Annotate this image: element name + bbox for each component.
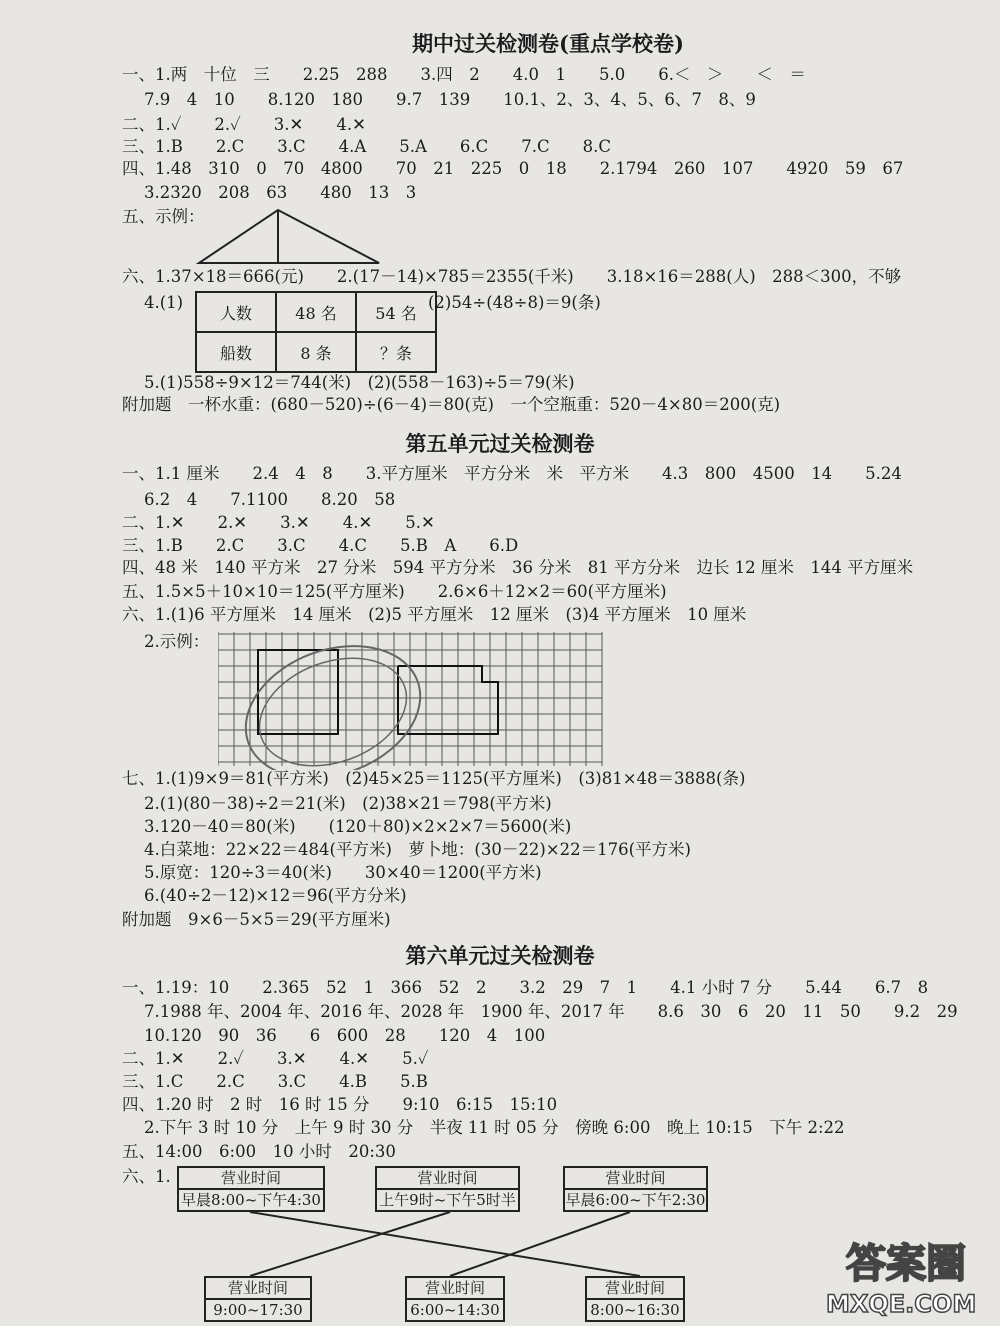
unit5-line-15: 附加题 9×6－5×5＝29(平方厘米) <box>122 910 391 929</box>
midterm-line-2: 7.9 4 10 8.120 180 9.7 139 10.1、2、3、4、5、6、7 8、9 <box>144 90 756 109</box>
box-head: 营业时间 <box>587 1278 683 1300</box>
midterm-line-3: 二、1.✓ 2.✓ 3.✕ 4.✕ <box>122 115 366 134</box>
unit5-line-1: 一、1.1 厘米 2.4 4 8 3.平方厘米 平方分米 米 平方米 4.3 800 4500 14 5.24 <box>122 464 902 483</box>
box-body: 早晨8:00~下午4:30 <box>181 1191 321 1209</box>
table-cell: 8 条 <box>276 332 356 372</box>
box-body: 6:00~14:30 <box>410 1301 500 1319</box>
unit5-line-4: 三、1.B 2.C 3.C 4.C 5.B A 6.D <box>122 536 519 555</box>
table-cell: 船数 <box>196 332 276 372</box>
match-box-top-1[interactable] <box>177 1166 325 1212</box>
match-box-bottom-2[interactable] <box>405 1276 505 1322</box>
box-head: 营业时间 <box>407 1278 503 1300</box>
unit6-line-8: 五、14:00 6:00 10 小时 20:30 <box>122 1142 396 1161</box>
unit5-title: 第五单元过关检测卷 <box>405 431 595 456</box>
unit5-line-2: 6.2 4 7.1100 8.20 58 <box>144 490 396 509</box>
match-box-bottom-1[interactable] <box>204 1276 312 1322</box>
box-head: 营业时间 <box>179 1168 323 1190</box>
unit6-line-9: 六、1. <box>122 1167 171 1186</box>
box-body: 早晨6:00~下午2:30 <box>565 1191 706 1209</box>
midterm-line-11: 5.(1)558÷9×12＝744(米) (2)(558－163)÷5＝79(米) <box>144 373 575 392</box>
unit5-line-7: 六、1.(1)6 平方厘米 14 厘米 (2)5 平方厘米 12 厘米 (3)4 平方厘米 10 厘米 <box>122 605 747 624</box>
unit5-line-11: 3.120－40＝80(米) (120＋80)×2×2×7＝5600(米) <box>144 817 572 836</box>
midterm-title: 期中过关检测卷(重点学校卷) <box>412 31 684 56</box>
box-body: 8:00~16:30 <box>590 1301 680 1319</box>
unit5-line-8: 2.示例： <box>144 632 210 651</box>
table-cell: ？条 <box>356 332 436 372</box>
midterm-line-8: 六、1.37×18＝666(元) 2.(17－14)×785＝2355(千米) 3.18×16＝288(人) 288＜300，不够 <box>122 267 902 286</box>
midterm-line-4: 三、1.B 2.C 3.C 4.A 5.A 6.C 7.C 8.C <box>122 137 612 156</box>
unit5-line-12: 4.白菜地：22×22＝484(平方米) 萝卜地：(30－22)×22＝176(平方米) <box>144 840 691 859</box>
match-box-top-2[interactable] <box>375 1166 520 1212</box>
unit6-line-5: 三、1.C 2.C 3.C 4.B 5.B <box>122 1072 428 1091</box>
watermark-site: MXQE.COM <box>826 1290 977 1318</box>
box-body: 9:00~17:30 <box>213 1301 303 1319</box>
box-head: 营业时间 <box>377 1168 518 1190</box>
midterm-line-6: 3.2320 208 63 480 13 3 <box>144 183 417 202</box>
unit6-title: 第六单元过关检测卷 <box>405 943 595 968</box>
unit5-line-13: 5.原宽：120÷3＝40(米) 30×40＝1200(平方米) <box>144 863 542 882</box>
unit5-line-6: 五、1.5×5＋10×10＝125(平方厘米) 2.6×6＋12×2＝60(平方厘米) <box>122 582 667 601</box>
table-cell: 54 名 <box>356 292 436 332</box>
table-cell: 人数 <box>196 292 276 332</box>
unit5-line-5: 四、48 米 140 平方米 27 分米 594 平方分米 36 分米 81 平方分米 边长 12 厘米 144 平方厘米 <box>122 558 914 577</box>
unit5-line-10: 2.(1)(80－38)÷2＝21(米) (2)38×21＝798(平方米) <box>144 794 552 813</box>
midterm-line-10: (2)54÷(48÷8)＝9(条) <box>428 293 601 312</box>
box-head: 营业时间 <box>565 1168 706 1190</box>
unit6-line-3: 10.120 90 36 6 600 28 120 4 100 <box>144 1026 546 1045</box>
watermark-brand: 答案圈 <box>846 1241 966 1287</box>
midterm-line-1: 一、1.两 十位 三 2.25 288 3.四 2 4.0 1 5.0 6.＜ ＞ ＜ ＝ <box>122 65 806 84</box>
midterm-line-7: 五、示例： <box>122 207 205 226</box>
table-cell: 48 名 <box>276 292 356 332</box>
midterm-line-9: 4.(1) <box>144 293 184 312</box>
unit6-line-1: 一、1.19：10 2.365 52 1 366 52 2 3.2 29 7 1 4.1 小时 7 分 5.44 6.7 8 <box>122 978 929 997</box>
unit5-line-3: 二、1.✕ 2.✕ 3.✕ 4.✕ 5.✕ <box>122 513 435 532</box>
unit6-line-7: 2.下午 3 时 10 分 上午 9 时 30 分 半夜 11 时 05 分 傍晚 6:00 晚上 10:15 下午 2:22 <box>144 1118 845 1137</box>
box-head: 营业时间 <box>206 1278 310 1300</box>
midterm-line-5: 四、1.48 310 0 70 4800 70 21 225 0 18 2.1794 260 107 4920 59 67 <box>122 159 904 178</box>
match-box-bottom-3[interactable] <box>585 1276 685 1322</box>
unit5-line-9: 七、1.(1)9×9＝81(平方米) (2)45×25＝1125(平方厘米) (3)81×48＝3888(条) <box>122 769 746 788</box>
midterm-line-12: 附加题 一杯水重：(680－520)÷(6－4)＝80(克) 一个空瓶重：520－4×80＝200(克) <box>122 395 781 414</box>
match-box-top-3[interactable] <box>563 1166 708 1212</box>
unit6-line-4: 二、1.✕ 2.✓ 3.✕ 4.✕ 5.✓ <box>122 1049 429 1068</box>
unit6-line-6: 四、1.20 时 2 时 16 时 15 分 9:10 6:15 15:10 <box>122 1095 558 1114</box>
box-body: 上午9时~下午5时半 <box>379 1191 516 1209</box>
unit6-line-2: 7.1988 年、2004 年、2016 年、2028 年 1900 年、2017 年 8.6 30 6 20 11 50 9.2 29 <box>144 1002 958 1021</box>
unit5-line-14: 6.(40÷2－12)×12＝96(平方分米) <box>144 886 407 905</box>
